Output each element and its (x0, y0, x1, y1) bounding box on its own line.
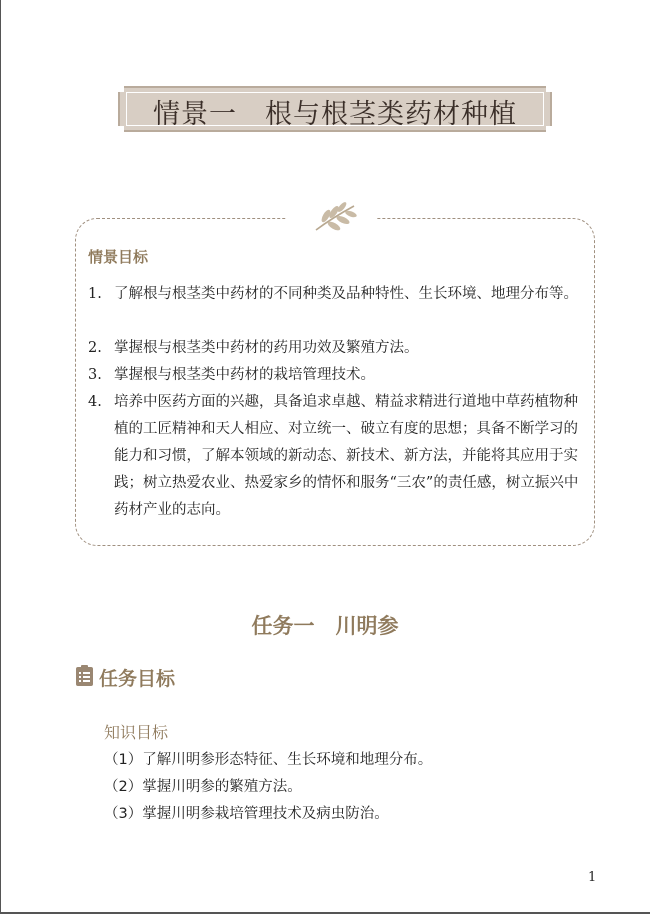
goal-item (88, 362, 588, 389)
goal-number: 2. (88, 340, 102, 356)
chapter-banner (118, 86, 552, 132)
leaf-branch-icon (312, 200, 358, 234)
banner-corner (116, 84, 124, 92)
page-left-border (0, 0, 1, 914)
knowledge-item: （1）了解川明参形态特征、生长环境和地理分布。 (104, 752, 433, 768)
task-goals-label: 任务目标 (99, 668, 176, 690)
goal-item (88, 335, 588, 362)
chapter-title: 情景一 根与根茎类药材种植 (153, 99, 517, 130)
goal-number: 4. (88, 394, 102, 410)
goal-item (88, 389, 588, 524)
goal-number: 1. (88, 286, 102, 302)
page-number: 1 (588, 870, 597, 885)
goal-item (88, 281, 588, 308)
goal-text: 掌握根与根茎类中药材的栽培管理技术。 (114, 367, 375, 383)
task-title: 任务一 川明参 (251, 614, 399, 638)
knowledge-heading: 知识目标 (104, 723, 169, 742)
knowledge-item: （2）掌握川明参的繁殖方法。 (104, 779, 302, 795)
goal-text: 了解根与根茎类中药材的不同种类及品种特性、生长环境、地理分布等。 (114, 286, 578, 302)
goals-heading: 情景目标 (88, 248, 149, 266)
knowledge-item: （3）掌握川明参栽培管理技术及病虫防治。 (104, 806, 389, 822)
clipboard-list-icon (75, 665, 94, 687)
goal-text: 掌握根与根茎类中药材的药用功效及繁殖方法。 (114, 340, 419, 356)
goal-number: 3. (88, 367, 102, 383)
goal-text: 培养中医药方面的兴趣，具备追求卓越、精益求精进行道地中草药植物种植的工匠精神和天人相应、对立统一、破立有度的思想；具备不断学习的能力和习惯，了解本领域的新动态、新技术、新方法，并能将其应用于实践；树立热爱农业、热爱家乡的情怀和服务“三农”的责任感，树立振兴中药材产业的志向。 (114, 394, 579, 518)
banner-corner (546, 84, 554, 92)
